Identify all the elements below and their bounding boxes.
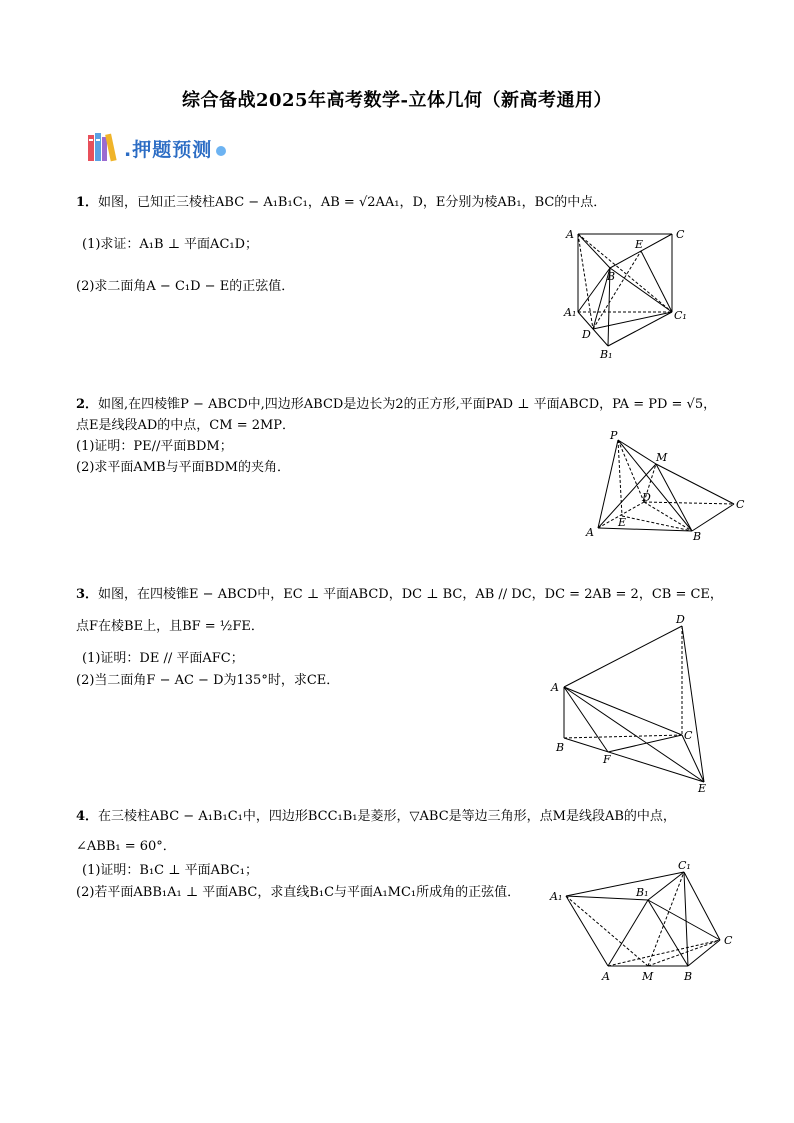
figure-2-label: B — [693, 530, 702, 543]
figure-1-prism — [560, 222, 700, 364]
figure-2-label: C — [736, 498, 745, 511]
figure-4-prism — [546, 856, 740, 986]
problem-1-part-2: (2)求二面角A − C₁D − E的正弦值． — [76, 279, 295, 294]
figure-4-label: C₁ — [678, 859, 691, 872]
problem-2-part-1: (1)证明：PE//平面BDM； — [76, 439, 233, 454]
figure-3-label: A — [551, 681, 559, 694]
problem-3-part-1: (1)证明：DE // 平面AFC； — [82, 651, 244, 666]
figure-4-label: B — [684, 970, 693, 983]
banner-label: .押题预测 — [124, 138, 213, 161]
figure-3-pyramid — [548, 610, 718, 796]
figure-1-label: C₁ — [674, 309, 687, 322]
problem-2-part-2: (2)求平面AMB与平面BDM的夹角． — [76, 460, 290, 475]
problem-1-part-1: (1)求证：A₁B ⊥ 平面AC₁D； — [82, 237, 259, 252]
figure-2-label: P — [610, 429, 618, 442]
problem-3-part-2: (2)当二面角F − AC − D为135°时，求CE． — [76, 673, 340, 688]
figure-4-label: M — [642, 970, 654, 983]
figure-3-label: E — [698, 782, 707, 795]
banner-dot — [216, 146, 226, 156]
figure-3-label: B — [556, 741, 565, 754]
figure-1-label: D — [582, 328, 591, 341]
problem-2-statement-cont: 点E是线段AD的中点，CM = 2MP． — [76, 418, 296, 433]
figure-1-label: C — [676, 228, 685, 241]
figure-2-label: D — [642, 491, 651, 504]
problem-4-part-1: (1)证明：B₁C ⊥ 平面ABC₁； — [82, 863, 258, 878]
figure-4-label: C — [724, 934, 733, 947]
figure-4-label: A₁ — [550, 890, 563, 903]
figure-4-label: A — [602, 970, 610, 983]
figure-1-label: B₁ — [600, 348, 613, 361]
figure-4-label: B₁ — [636, 886, 649, 899]
problem-1-statement: 1．如图，已知正三棱柱ABC − A₁B₁C₁，AB = √2AA₁，D，E分别为棱AB₁，BC的中点． — [76, 195, 607, 210]
figure-2-label: A — [586, 526, 594, 539]
problem-3-statement-cont: 点F在棱BE上，且BF = ½FE． — [76, 619, 264, 634]
figure-3-label: F — [603, 753, 611, 766]
section-banner — [86, 130, 226, 166]
books-icon — [86, 131, 120, 165]
figure-2-label: E — [618, 516, 627, 529]
figure-3-label: D — [676, 613, 685, 626]
problem-3-statement: 3．如图，在四棱锥E − ABCD中，EC ⊥ 平面ABCD，DC ⊥ BC，AB // DC，DC = 2AB = 2，CB = CE， — [76, 587, 723, 602]
figure-1-label: A — [566, 228, 574, 241]
problem-4-statement: 4．在三棱柱ABC − A₁B₁C₁中，四边形BCC₁B₁是菱形，▽ABC是等边三角形，点M是线段AB的中点， — [76, 809, 676, 824]
figure-1-label: E — [635, 238, 644, 251]
problem-4-part-2: (2)若平面ABB₁A₁ ⊥ 平面ABC，求直线B₁C与平面A₁MC₁所成角的正弦值． — [76, 885, 521, 900]
figure-2-label: M — [656, 451, 668, 464]
figure-3-label: C — [684, 729, 693, 742]
figure-2-pyramid — [580, 428, 750, 544]
figure-1-label: B — [607, 270, 616, 283]
page-title: 综合备战2025年高考数学-立体几何（新高考通用） — [181, 90, 613, 111]
problem-4-statement-cont: ∠ABB₁ = 60°． — [76, 839, 176, 854]
problem-2-statement: 2．如图,在四棱锥P − ABCD中,四边形ABCD是边长为2的正方形,平面PAD ⊥ 平面ABCD，PA = PD = √5， — [76, 397, 717, 412]
figure-1-label: A₁ — [564, 306, 577, 319]
